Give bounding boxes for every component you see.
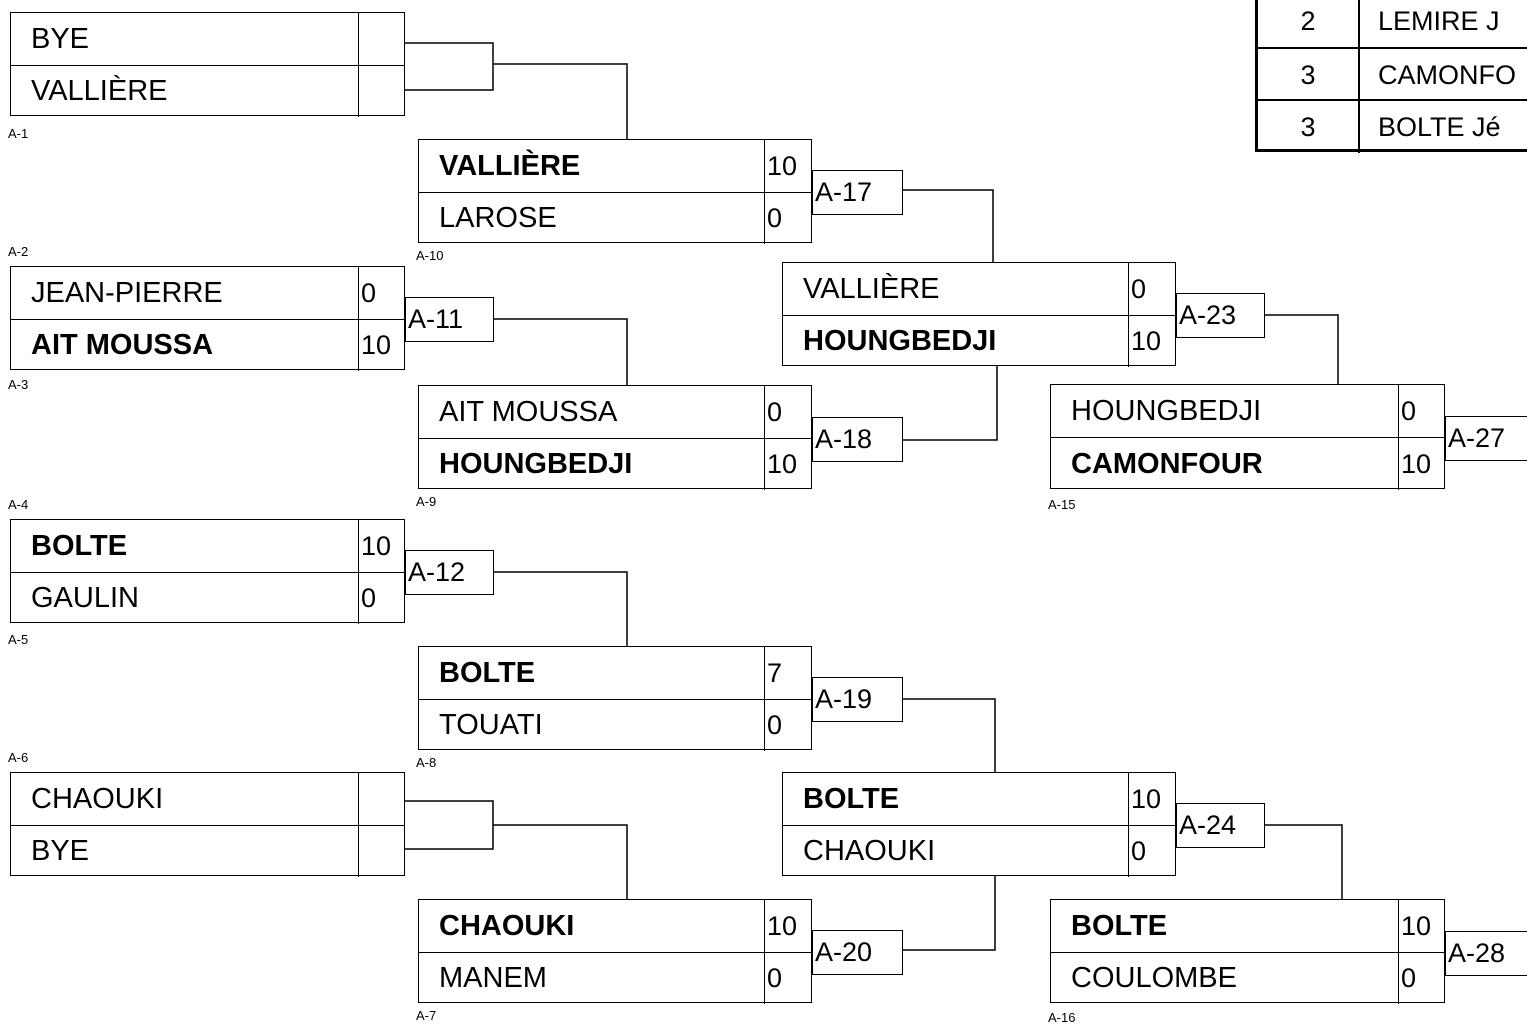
connector-a11: A-11	[405, 297, 494, 342]
connector-a18: A-18	[812, 417, 903, 462]
player-score: 10	[767, 449, 798, 479]
connector-a23: A-23	[1176, 293, 1265, 338]
match-label: A-5	[8, 632, 29, 647]
match-a23-source	[782, 262, 1176, 366]
match-a24-source	[782, 772, 1176, 876]
player-score: 7	[767, 657, 783, 688]
player-score: 10	[767, 150, 798, 181]
player-name: CHAOUKI	[783, 826, 1129, 877]
player-score	[358, 773, 404, 825]
player-score: 10	[1131, 326, 1162, 356]
match-label: A-15	[1048, 497, 1076, 512]
connector-a24: A-24	[1176, 803, 1265, 848]
player-name-winner: BOLTE	[11, 520, 359, 572]
player-score: 10	[361, 530, 392, 561]
match-label: A-7	[416, 1008, 437, 1023]
player-score: 0	[767, 963, 783, 993]
standings-row	[1258, 99, 1527, 153]
player-name: JEAN-PIERRE	[11, 267, 359, 319]
player-score	[358, 66, 404, 117]
connector-a17: A-17	[812, 170, 903, 215]
player-name-winner: VALLIÈRE	[419, 140, 765, 192]
player-score: 0	[361, 583, 377, 613]
match-a7	[418, 899, 812, 1003]
player-name-winner: CHAOUKI	[419, 900, 765, 952]
player-score: 10	[1131, 783, 1162, 814]
player-score: 0	[767, 396, 783, 427]
player-name-winner: BOLTE	[419, 647, 765, 699]
player-score: 0	[1401, 395, 1417, 426]
player-score: 10	[1401, 910, 1432, 941]
standings-row	[1258, 0, 1527, 47]
player-name: LAROSE	[419, 193, 765, 244]
match-a6	[10, 772, 405, 876]
player-name-winner: BOLTE	[783, 773, 1129, 825]
match-label: A-10	[416, 248, 444, 263]
player-name-winner: CAMONFOUR	[1051, 438, 1399, 490]
player-name: VALLIÈRE	[11, 66, 359, 117]
player-score: 10	[361, 330, 392, 360]
standings-name: CAMONFO	[1378, 59, 1516, 90]
player-score: 0	[767, 203, 783, 233]
standings-rank: 3	[1258, 101, 1360, 153]
player-score: 0	[1131, 836, 1147, 866]
match-a10	[418, 139, 812, 243]
standings-row	[1258, 47, 1527, 101]
connector-a28: A-28	[1445, 931, 1527, 976]
player-score: 10	[1401, 448, 1432, 479]
connector-a27: A-27	[1445, 416, 1527, 461]
connector-a12: A-12	[405, 550, 494, 595]
match-a9	[418, 385, 812, 489]
player-score: 0	[1401, 963, 1417, 993]
standings-rank: 3	[1258, 49, 1360, 101]
player-name: GAULIN	[11, 573, 359, 624]
match-label: A-3	[8, 377, 29, 392]
player-score: 0	[767, 710, 783, 740]
player-name: TOUATI	[419, 700, 765, 751]
player-name: AIT MOUSSA	[419, 386, 765, 438]
standings-table	[1255, 0, 1527, 152]
player-name: CHAOUKI	[11, 773, 359, 825]
match-a4	[10, 519, 405, 623]
match-a16	[1050, 899, 1445, 1003]
connector-a20: A-20	[812, 930, 903, 975]
player-score	[358, 826, 404, 877]
player-score	[358, 13, 404, 65]
player-name: COULOMBE	[1051, 953, 1399, 1004]
match-label: A-8	[416, 755, 437, 770]
match-a8	[418, 646, 812, 750]
player-name: MANEM	[419, 953, 765, 1004]
standings-rank: 2	[1258, 0, 1360, 47]
player-name-winner: HOUNGBEDJI	[419, 439, 765, 490]
match-label: A-6	[8, 750, 29, 765]
match-label: A-4	[8, 497, 29, 512]
match-label: A-16	[1048, 1010, 1076, 1025]
player-score: 10	[767, 910, 798, 941]
match-label: A-1	[8, 126, 29, 141]
player-name: HOUNGBEDJI	[1051, 385, 1399, 437]
player-score: 0	[1131, 273, 1147, 304]
standings-name: LEMIRE J	[1378, 5, 1500, 36]
match-a15	[1050, 384, 1445, 489]
player-score: 0	[361, 277, 377, 308]
player-name: BYE	[11, 826, 359, 877]
match-a1	[10, 12, 405, 116]
player-name-winner: AIT MOUSSA	[11, 320, 359, 371]
match-label: A-2	[8, 244, 29, 259]
player-name-winner: BOLTE	[1051, 900, 1399, 952]
match-label: A-9	[416, 494, 437, 509]
player-name: BYE	[11, 13, 359, 65]
standings-name: BOLTE Jé	[1378, 111, 1501, 142]
match-a2	[10, 266, 405, 370]
player-name-winner: HOUNGBEDJI	[783, 316, 1129, 367]
connector-a19: A-19	[812, 677, 903, 722]
player-name: VALLIÈRE	[783, 263, 1129, 315]
